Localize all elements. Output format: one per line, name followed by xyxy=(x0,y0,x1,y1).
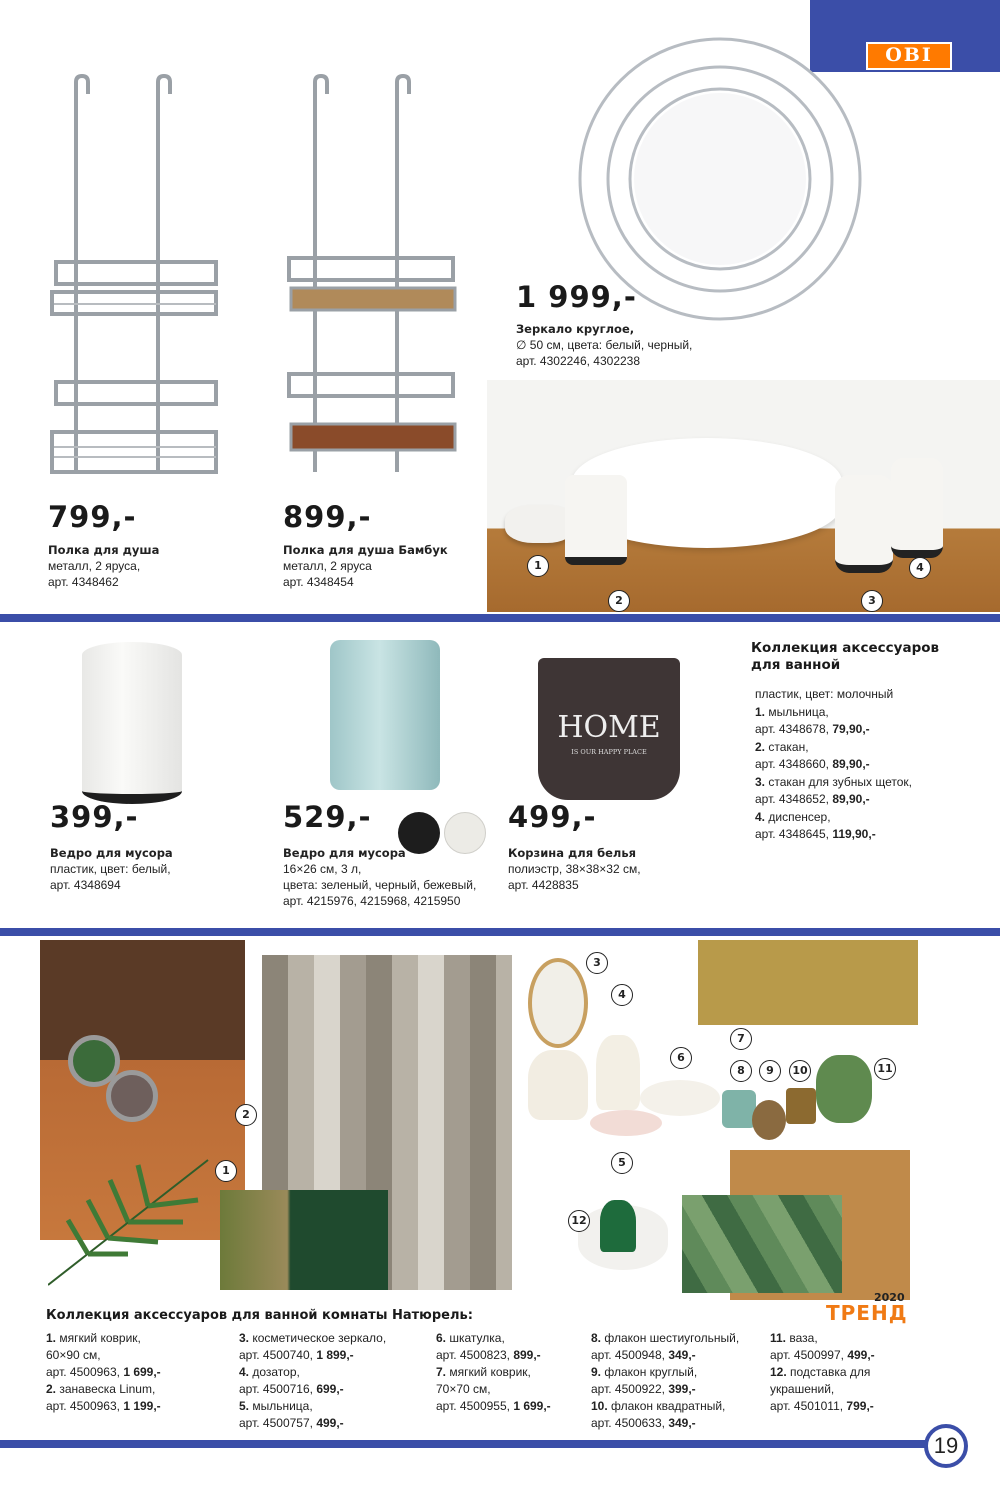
collection-mid-list xyxy=(755,686,912,844)
vase-image xyxy=(816,1055,872,1123)
collection-bottom-line: 1. мягкий коврик, xyxy=(46,1331,141,1345)
collection-bottom-line: арт. 4501011, 799,- xyxy=(770,1399,874,1413)
collection-bottom-line: 5. мыльница, xyxy=(239,1399,313,1413)
collection-bottom-line: арт. 4500997, 499,- xyxy=(770,1348,875,1362)
collection-bottom-line: арт. 4500922, 399,- xyxy=(591,1382,696,1396)
price-shower-shelf: 799,- xyxy=(48,500,137,534)
title-bamboo-shelf: Полка для душа Бамбук xyxy=(283,543,448,557)
spec-line: металл, 2 яруса, xyxy=(48,559,141,573)
collection-bottom-line: 60×90 см, xyxy=(46,1348,101,1362)
spec-line: арт. 4302246, 4302238 xyxy=(516,354,641,368)
collection-mid-title-line: для ванной xyxy=(751,657,841,673)
spec-line: арт. 4215976, 4215968, 4215950 xyxy=(283,894,461,908)
marker-b11: 11 xyxy=(874,1058,896,1080)
collection-mid-item: 4. диспенсер, xyxy=(755,809,831,824)
collection-mid-intro: пластик, цвет: молочный xyxy=(755,687,894,701)
marker-3: 3 xyxy=(861,590,883,612)
desc-pedal-bin xyxy=(283,845,476,909)
marker-1: 1 xyxy=(527,555,549,577)
collection-bottom-col xyxy=(770,1330,875,1415)
collection-bottom-line: 3. косметическое зеркало, xyxy=(239,1331,387,1345)
marker-b5: 5 xyxy=(611,1152,633,1174)
collection-bottom-line: 7. мягкий коврик, xyxy=(436,1365,531,1379)
spec-line: пластик, цвет: белый, xyxy=(50,862,171,876)
spec-line: цвета: зеленый, черный, бежевый, xyxy=(283,878,477,892)
collection-bottom-line: 6. шкатулка, xyxy=(436,1331,505,1345)
hex-mosaic-image xyxy=(682,1195,842,1293)
title-laundry-basket: Корзина для белья xyxy=(508,846,636,860)
collection-bottom-line: арт. 4500633, 349,- xyxy=(591,1416,696,1430)
title-mirror: Зеркало круглое, xyxy=(516,322,635,336)
price-bamboo-shelf: 899,- xyxy=(283,500,372,534)
spec-line: арт. 4348454 xyxy=(283,575,354,589)
price-laundry-basket: 499,- xyxy=(508,800,597,834)
collection-bottom-line: украшений, xyxy=(770,1382,835,1396)
pedal-bin-image xyxy=(330,640,440,790)
collection-bottom-line: 9. флакон круглый, xyxy=(591,1365,698,1379)
marker-b12: 12 xyxy=(568,1210,590,1232)
collection-bottom-line: 2. занавеска Linum, xyxy=(46,1382,156,1396)
marker-b8: 8 xyxy=(730,1060,752,1082)
price-pedal-bin: 529,- xyxy=(283,800,372,834)
title-white-bin: Ведро для мусора xyxy=(50,846,173,860)
spec-line: арт. 4348462 xyxy=(48,575,119,589)
bamboo-shower-shelf-image xyxy=(285,72,465,492)
spec-line: полиэстр, 38×38×32 см, xyxy=(508,862,641,876)
coral-figure xyxy=(600,1200,636,1252)
desc-shower-shelf xyxy=(48,542,159,590)
collection-bottom-line: арт. 4500963, 1 199,- xyxy=(46,1399,161,1413)
collection-bottom-line: 8. флакон шестиугольный, xyxy=(591,1331,740,1345)
collection-mid-item-art: арт. 4348645, 119,90,- xyxy=(755,827,876,841)
divider-top xyxy=(0,614,1000,622)
collection-mid-title-line: Коллекция аксессуаров xyxy=(751,640,940,656)
toothbrush-holder xyxy=(835,475,893,573)
ceramic-jug-image xyxy=(528,1050,588,1120)
collection-mid-item: 3. стакан для зубных щеток, xyxy=(755,774,912,789)
collection-mid-title xyxy=(751,640,939,674)
gold-mat-image xyxy=(698,940,918,1025)
collection-bottom-title: Коллекция аксессуаров для ванной комнаты Натюрель: xyxy=(46,1308,473,1323)
page-number: 19 xyxy=(924,1424,968,1468)
collection-bottom-line: арт. 4500823, 899,- xyxy=(436,1348,541,1362)
marker-b4: 4 xyxy=(611,984,633,1006)
marker-2: 2 xyxy=(608,590,630,612)
collection-bottom-line: 4. дозатор, xyxy=(239,1365,300,1379)
marker-b6: 6 xyxy=(670,1047,692,1069)
collection-bottom-col xyxy=(46,1330,161,1415)
spec-line: арт. 4348694 xyxy=(50,878,121,892)
collection-bottom-col xyxy=(591,1330,739,1432)
marker-b7: 7 xyxy=(730,1028,752,1050)
paint-can-grey xyxy=(106,1070,158,1122)
shower-shelf-image xyxy=(48,72,228,492)
collection-bottom-line: арт. 4500716, 699,- xyxy=(239,1382,344,1396)
marker-b9: 9 xyxy=(759,1060,781,1082)
soft-rug-image xyxy=(220,1190,388,1290)
title-shower-shelf: Полка для душа xyxy=(48,543,160,557)
square-bottle-image xyxy=(786,1088,816,1124)
palm-leaf-image xyxy=(48,1150,218,1290)
soap-dish-image xyxy=(590,1110,662,1136)
spec-line: ∅ 50 см, цвета: белый, черный, xyxy=(516,338,693,352)
collection-bottom-line: арт. 4500757, 499,- xyxy=(239,1416,344,1430)
collection-bottom-line: 11. ваза, xyxy=(770,1331,818,1345)
collection-mid-item-art: арт. 4348652, 89,90,- xyxy=(755,792,870,806)
desc-mirror xyxy=(516,321,692,369)
marker-b1: 1 xyxy=(215,1160,237,1182)
dispenser-image xyxy=(596,1035,640,1110)
desc-bamboo-shelf xyxy=(283,542,448,590)
trend-year: 2020 xyxy=(874,1291,905,1304)
footer-line xyxy=(0,1440,930,1448)
spec-line: арт. 4428835 xyxy=(508,878,579,892)
basket-print-sub: IS OUR HAPPY PLACE xyxy=(571,748,647,756)
trend-label: ТРЕНД xyxy=(826,1301,908,1325)
collection-bottom-col xyxy=(239,1330,386,1432)
hex-bottle-image xyxy=(722,1090,756,1128)
tumbler xyxy=(565,475,627,565)
collection-bottom-line: арт. 4500963, 1 699,- xyxy=(46,1365,161,1379)
collection-mid-item: 2. стакан, xyxy=(755,739,809,754)
soap-dispenser xyxy=(891,458,943,558)
marker-4: 4 xyxy=(909,557,931,579)
jewelry-box-image xyxy=(640,1080,720,1116)
title-pedal-bin: Ведро для мусора xyxy=(283,846,406,860)
marker-b10: 10 xyxy=(789,1060,811,1082)
collection-bottom-line: арт. 4500955, 1 699,- xyxy=(436,1399,551,1413)
desc-laundry-basket xyxy=(508,845,641,893)
white-bin-image xyxy=(82,642,182,804)
obi-logo: OBI xyxy=(866,42,952,70)
desc-white-bin xyxy=(50,845,173,893)
collection-bottom-line: 70×70 см, xyxy=(436,1382,491,1396)
marker-b2: 2 xyxy=(235,1104,257,1126)
collection-bottom-line: 12. подставка для xyxy=(770,1365,871,1379)
marker-b3: 3 xyxy=(586,952,608,974)
collection-mid-item-art: арт. 4348660, 89,90,- xyxy=(755,757,870,771)
collection-bottom-col xyxy=(436,1330,551,1415)
laundry-basket-image xyxy=(538,658,680,800)
spec-line: 16×26 см, 3 л, xyxy=(283,862,362,876)
collection-bottom-line: арт. 4500740, 1 899,- xyxy=(239,1348,354,1362)
collection-mid-item-art: арт. 4348678, 79,90,- xyxy=(755,722,870,736)
divider-mid xyxy=(0,928,1000,936)
spec-line: металл, 2 яруса xyxy=(283,559,372,573)
cosmetic-mirror-image xyxy=(528,958,588,1048)
price-white-bin: 399,- xyxy=(50,800,139,834)
price-mirror: 1 999,- xyxy=(516,280,637,314)
collection-bottom-line: арт. 4500948, 349,- xyxy=(591,1348,696,1362)
collection-bottom-line: 10. флакон квадратный, xyxy=(591,1399,726,1413)
basket-print-word: HOME xyxy=(557,710,661,745)
collection-mid-item: 1. мыльница, xyxy=(755,704,829,719)
round-bottle-image xyxy=(752,1100,786,1140)
